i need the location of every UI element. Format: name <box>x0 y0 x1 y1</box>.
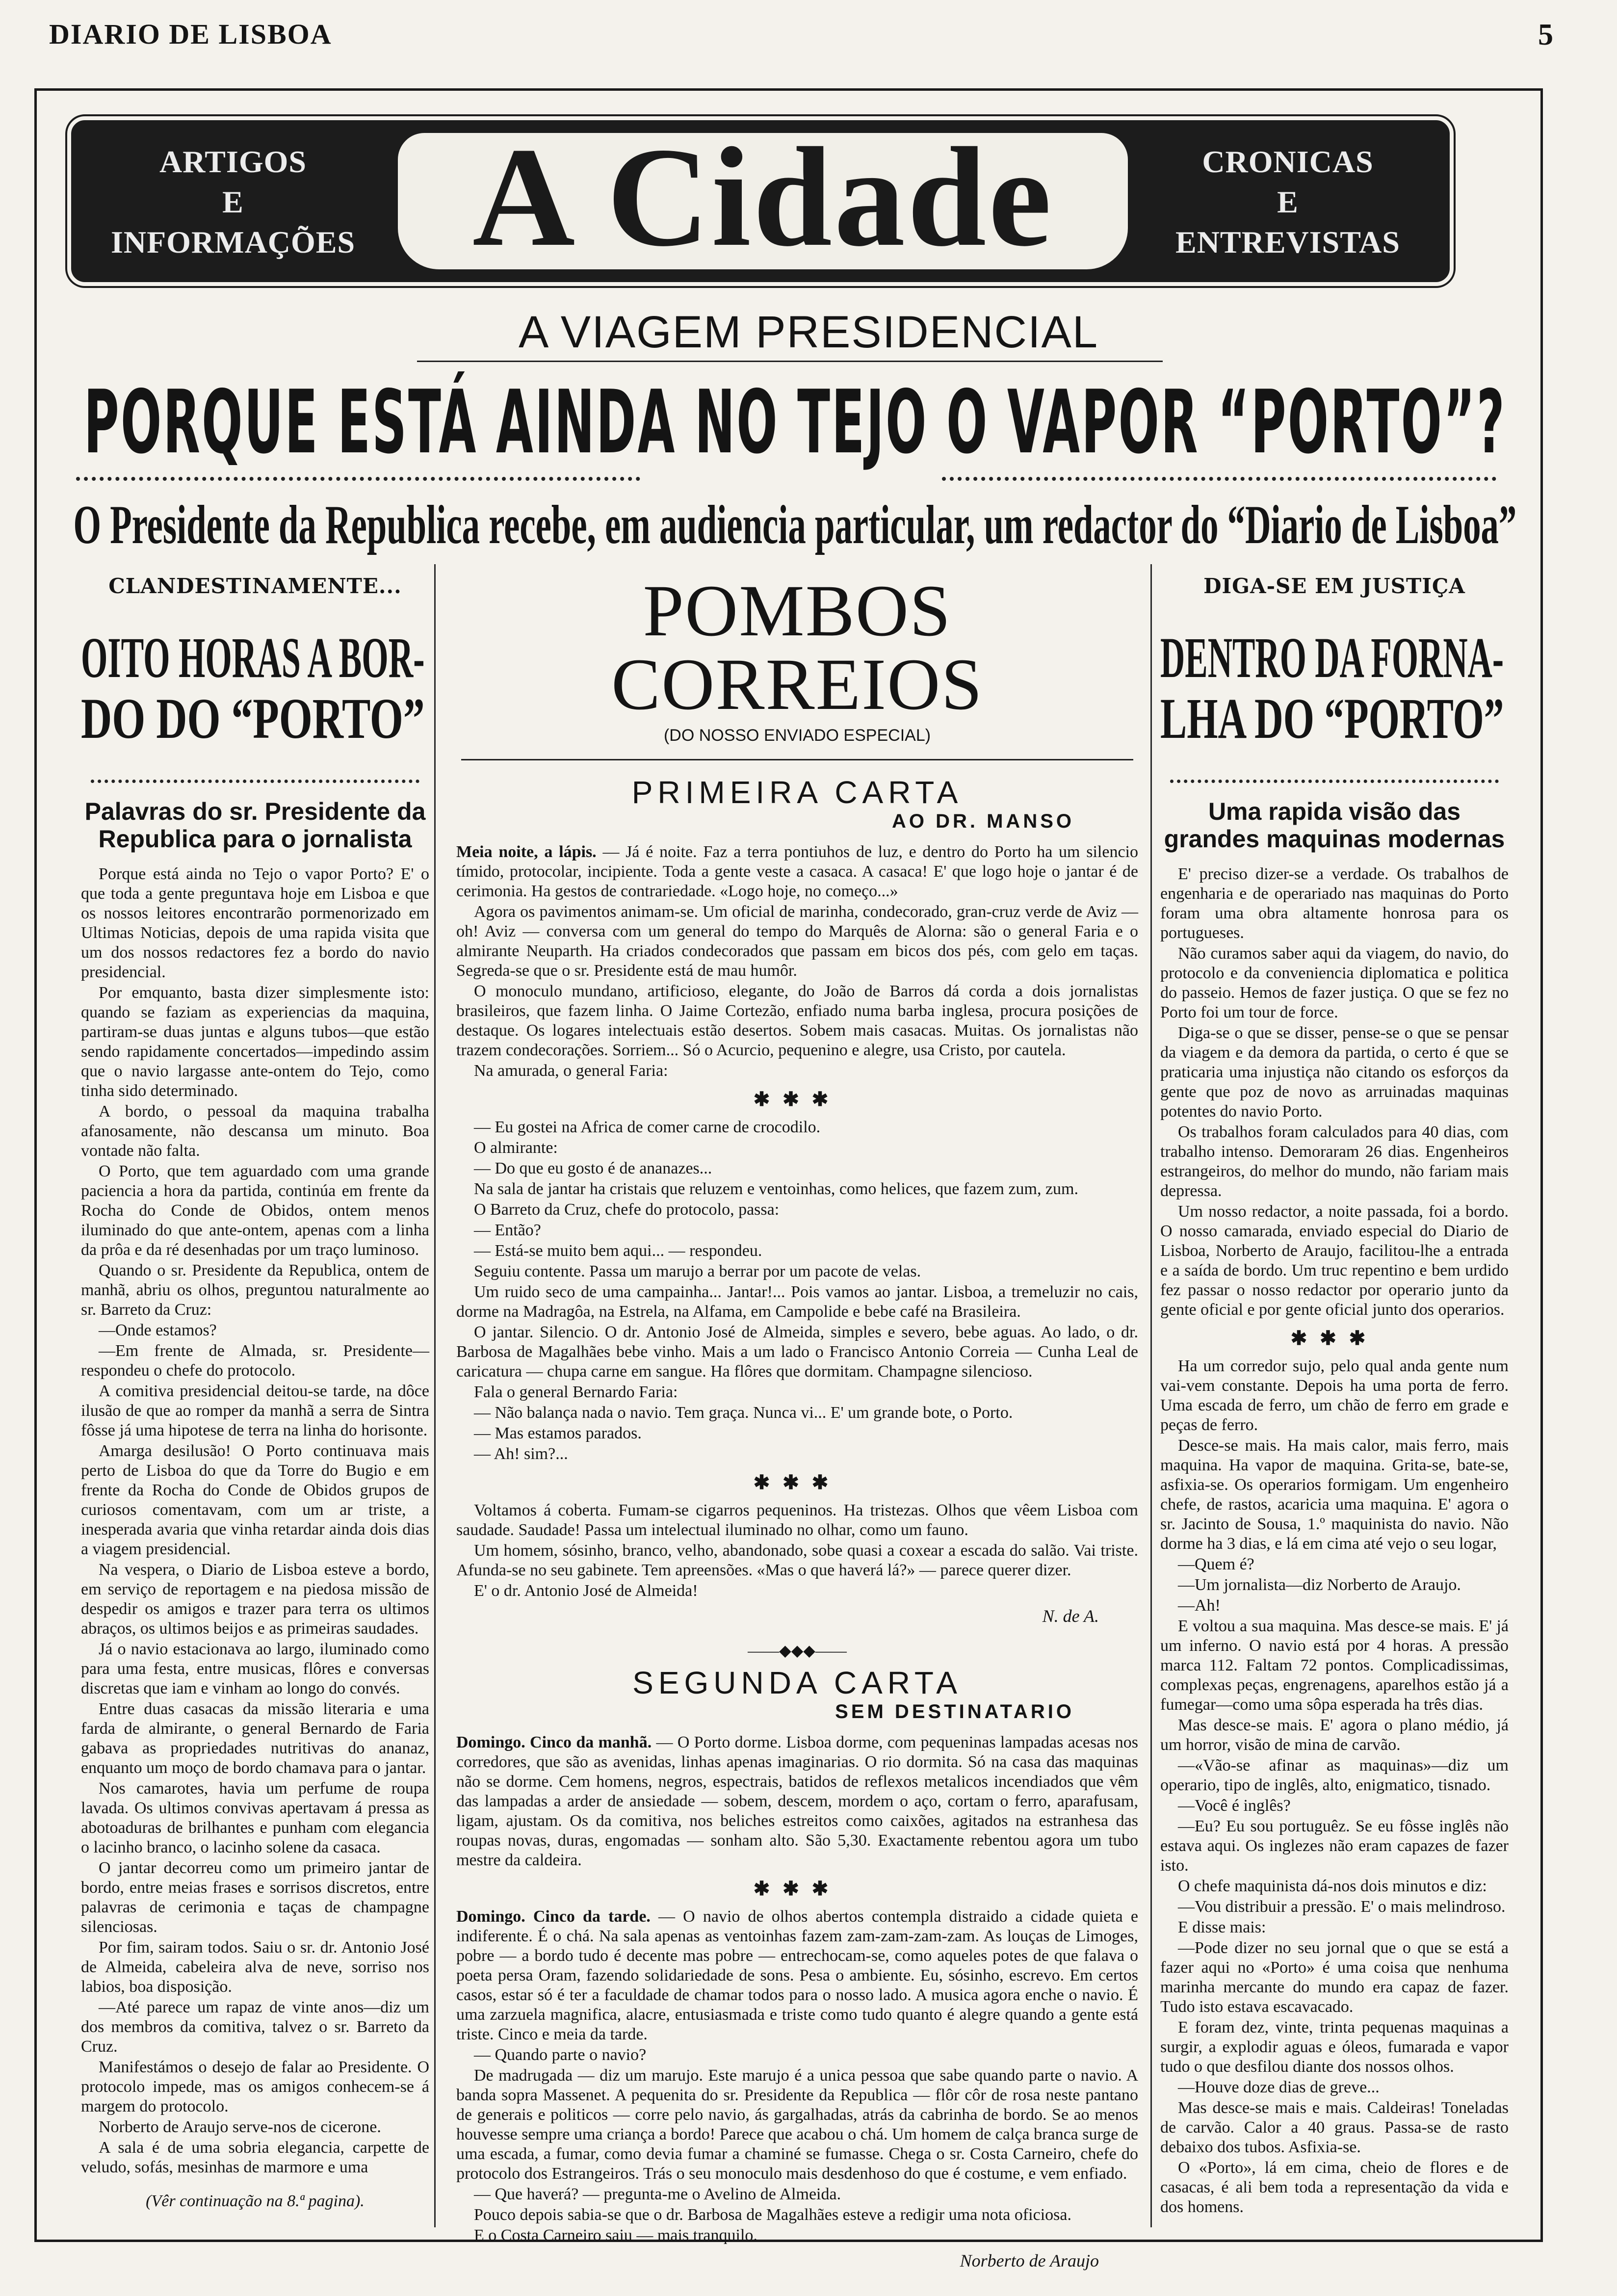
section-stars: ✱✱✱ <box>753 1471 841 1493</box>
paragraph: O Porto, que tem aguardado com uma grande paciencia a hora da partida, continúa em frente da Rocha do Conde de Obidos, ontem menos iluminado do que ante-ontem, apenas com a linha da prôa e da ré desenhadas por um traço luminoso. <box>81 1162 429 1259</box>
paragraph: Amarga desilusão! O Porto continuava mais perto de Lisboa do que da Torre do Bugio e em frente da Rocha do Conde de Obidos grupos de curiosos comentavam, com um ar triste, a inesperada avaria que vinha retardar ainda dois dias a viagem presidencial. <box>81 1442 429 1558</box>
letter-title: SEGUNDA CARTA <box>632 1665 962 1700</box>
column-divider <box>1150 564 1152 2227</box>
kicker-rule <box>417 361 1163 362</box>
letter-body <box>456 1733 1138 1870</box>
paragraph: Manifestámos o desejo de falar ao Presidente. O protocolo impede, mas os amigos conhecem-se á margem do protocolo. <box>81 2058 429 2115</box>
paragraph: Norberto de Araujo serve-nos de cicerone. <box>99 2118 381 2136</box>
page-number: 5 <box>1538 18 1553 52</box>
banner-left-line: ARTIGOS <box>159 144 307 179</box>
main-headline <box>76 373 1513 471</box>
paragraph: Os trabalhos foram calculados para 40 dias, com trabalho intenso. Demoraram 26 dias. Engenheiros estrangeiros, do melhor do mundo, não fariam mais depressa. <box>1160 1123 1509 1200</box>
paragraph: Nos camarotes, havia um perfume de roupa lavada. Os ultimos convivas apertavam á pressa as abotoaduras de brilhantes e punham com elegancia o lacinho branco, o lacinho solene da casaca. <box>81 1779 429 1856</box>
paragraph: E' preciso dizer-se a verdade. Os trabalhos de engenharia e de operariado nas maquinas do Porto foram uma obra altamente honrosa para os portugueses. <box>1160 865 1509 942</box>
paragraph: —Eu? Eu sou portuguêz. Se eu fôsse inglês não estava aqui. Os inglezes não eram capazes de fazer isto. <box>1160 1817 1509 1875</box>
article-label: CLANDESTINAMENTE... <box>108 574 402 598</box>
paragraph: Pouco depois sabia-se que o dr. Barbosa de Magalhães esteve a redigir uma nota oficiosa. <box>474 2206 1071 2224</box>
paragraph: Um nosso redactor, a noite passada, foi a bordo. O nosso camarada, enviado especial do Diario de Lisboa, Norberto de Araujo, facilitou-lhe a entrada e a saída de bordo. Um truc repentino e bem urdido fez passar o nosso redactor por operario junto da gente oficial e por gente oficial junto dos operarios. <box>1160 1202 1509 1319</box>
middle-article <box>456 559 1138 2271</box>
letter-recipient: AO DR. MANSO <box>892 810 1074 832</box>
section-stars: ✱✱✱ <box>753 1878 841 1900</box>
article-body <box>81 864 429 2177</box>
continuation-note: (Vêr continuação na 8.ª pagina). <box>146 2192 365 2210</box>
headline-line: DENTRO DA FORNA- <box>1160 626 1504 690</box>
signature: Norberto de Araujo <box>960 2251 1099 2270</box>
paragraph: — Não balança nada o navio. Tem graça. Nunca vi... E' um grande bote, o Porto. <box>474 1404 1013 1422</box>
paragraph: Quando o sr. Presidente da Republica, ontem de manhã, abriu os olhos, preguntou naturalmente ao sr. Barreto da Cruz: <box>81 1261 429 1319</box>
paragraph: Não curamos saber aqui da viagem, do navio, do protocolo e da conveniencia diplomatica e politica do passeio. Hemos de fazer justiça. O que se fez no Porto foi um tour de force. <box>1160 944 1509 1021</box>
paragraph: O chefe maquinista dá-nos dois minutos e diz: <box>1178 1877 1487 1895</box>
paragraph: O Barreto da Cruz, chefe do protocolo, passa: <box>474 1200 780 1219</box>
article-subheadline: Palavras do sr. Presidente da Republica para o jornalista <box>84 798 426 853</box>
article-body <box>1160 1357 1509 2217</box>
banner-title-box <box>395 118 1131 276</box>
dotted-divider <box>76 477 640 481</box>
paragraph: —Quem é? <box>1178 1555 1254 1573</box>
paragraph: Seguiu contente. Passa um marujo a berrar por um pacote de velas. <box>474 1262 921 1280</box>
paragraph: O jantar decorreu como um primeiro jantar de bordo, entre meias frases e sorrisos discretos, entre palavras de cerimonia e taças de champagne silenciosas. <box>81 1859 429 1936</box>
paragraph: De madrugada — diz um marujo. Este marujo é a unica pessoa que sabe quando parte o navio. A banda sopra Massenet. A pequenita do sr. Presidente da Republica — flôr côr de rosa neste pantano de generais e politicos — corre pelo navio, ás gargalhadas, atrás da cabrinha de bordo. Se ao menos houvesse sempre uma criança a bordo! Parece que acabou o chá. Um homem de calça branca surge de uma escada, a fumar, como devia fumar a chaminé se fumasse. Chega o sr. Costa Carneiro, chefe do protocolo dos Estrangeiros. Trás o seu monoculo mais desdenhoso do que é costume, e vem enfiado. <box>456 2066 1138 2183</box>
headline-line: LHA DO “PORTO” <box>1160 686 1504 751</box>
headline-line: DO DO “PORTO” <box>81 686 425 751</box>
column-divider <box>434 564 436 2227</box>
paragraph: Mas desce-se mais e mais. Caldeiras! Toneladas de carvão. Calor a 40 graus. Passa-se de rasto debaixo dos tubos. Asfixia-se. <box>1160 2099 1509 2156</box>
paragraph: — Já é noite. Faz a terra pontiuhos de luz, e dentro do Porto ha um silencio tímido, protocolar, incipiente. Toda a gente veste a casaca. A casaca! E' que logo hoje o jantar é de cerimonia. Ha gestos de contrariedade. «Logo hoje, no começo...» <box>456 843 1138 900</box>
paragraph: Diga-se o que se disser, pense-se o que se pensar da viagem e da demora da partida, o certo é que se praticaria uma injustiça não citando os esforços da gente que poz de novo as arruinadas maquinas potentes do navio Porto. <box>1160 1024 1509 1121</box>
banner-right-line: ENTREVISTAS <box>1175 225 1400 260</box>
right-article <box>1160 559 1509 2218</box>
paragraph: Um ruido seco de uma campainha... Jantar!... Pois vamos ao jantar. Lisboa, a tremeluzir no cais, dorme na Madragôa, na Estrela, na Alfama, em Campolide e bebe café na Brasileira. <box>456 1283 1138 1321</box>
paragraph: —Um jornalista—diz Norberto de Araujo. <box>1178 1576 1461 1594</box>
section-title: A Cidade <box>472 118 1054 276</box>
article-body <box>1160 864 1509 1320</box>
paragraph: Porque está ainda no Tejo o vapor Porto? E' o que toda a gente preguntava hoje em Lisboa e que os nossos leitores encontrarão pormenorizado em Ultimas Noticias, depois de uma rapida visita que um dos nossos redactores fez a bordo do navio presidencial. <box>81 865 429 981</box>
newspaper-name: DIARIO DE LISBOA <box>49 18 332 50</box>
paragraph: O «Porto», lá em cima, cheio de flores e de casacas, é ali bem toda a representação da vida e dos homens. <box>1160 2159 1509 2216</box>
banner-right-line: CRONICAS <box>1202 144 1374 179</box>
section-banner <box>71 120 1450 282</box>
letter-recipient: SEM DESTINATARIO <box>835 1701 1074 1722</box>
paragraph: — Quando parte o navio? <box>474 2046 647 2064</box>
article-subtitle: (DO NOSSO ENVIADO ESPECIAL) <box>663 726 931 745</box>
paragraph: E' o dr. Antonio José de Almeida! <box>474 1582 698 1600</box>
paragraph: Na vespera, o Diario de Lisboa esteve a bordo, em serviço de reportagem e na piedosa missão de despedir os amigos e trazer para terra os ultimos abraços, os ultimos beijos e as primeiras saudades. <box>81 1561 429 1638</box>
letter-lead: Domingo. Cinco da manhã. <box>456 1733 652 1751</box>
paragraph: —Houve doze dias de greve... <box>1178 2078 1380 2096</box>
paragraph: Por emquanto, basta dizer simplesmente isto: quando se faziam as experiencias da maquina, partiram-se duas juntas e alguns tubos—que estão sendo rapidamente concertados—impedindo assim que o navio largasse ante-ontem do Tejo, como tinha sido determinado. <box>81 984 429 1100</box>
letter-dialogue <box>456 1118 1138 1464</box>
paragraph: —Até parece um rapaz de vinte anos—diz um dos membros da comitiva, talvez o sr. Barreto da Cruz. <box>81 1998 429 2056</box>
banner-left-label <box>96 142 370 269</box>
paragraph: Desce-se mais. Ha mais calor, mais ferro, mais maquina. Ha vapor de maquina. Grita-se, bate-se, asfixia-se. Os operarios formigam. Um engenheiro chefe, de rastos, acaricia uma maquina. E' agora o sr. Jacinto de Sousa, 1.º maquinista do navio. Não dorme ha 3 dias, e lá em cima até vejo o seu logar, <box>1160 1436 1509 1553</box>
subheadline-text: O Presidente da Republica recebe, em audiencia particular, um redactor do “Diario de Lisboa” <box>73 494 1516 555</box>
paragraph: A sala é de uma sobria elegancia, carpette de veludo, sofás, mesinhas de marmore e uma <box>81 2139 429 2176</box>
headline-line: OITO HORAS A BOR- <box>81 626 425 690</box>
letter-body <box>456 1907 1138 2245</box>
paragraph: — Ah! sim?... <box>474 1445 568 1463</box>
banner-left-line: E <box>222 184 244 219</box>
paragraph: —«Vão-se afinar as maquinas»—diz um operario, tipo de inglês, alto, enigmatico, tisnado. <box>1160 1756 1509 1794</box>
left-article <box>81 559 429 2211</box>
article-title: POMBOS CORREIOS <box>611 570 983 725</box>
letter-lead: Meia noite, a lápis. <box>456 843 597 861</box>
paragraph: Agora os pavimentos animam-se. Um oficial de marinha, condecorado, gran-cruz verde de Aviz — oh! Aviz — conversa com um general do tempo do Marquês de Alorna: são o general Faria e o almirante Neuparth. Ha criados condecorados que passam em bicos dos pés, com gelo em taças. Segreda-se que o sr. Presidente está de mau humôr. <box>456 903 1138 980</box>
headline-text: PORQUE ESTÁ AINDA NO TEJO O VAPOR “PORTO”? <box>83 371 1506 473</box>
letter-body <box>456 1501 1138 1601</box>
letter-body <box>456 842 1138 1081</box>
paragraph: E voltou a sua maquina. Mas desce-se mais. E' já um inferno. O navio está por 4 horas. A pressão marca 112. Faltam 72 pontos. Complicadissimas, complexas peças, engrenagens, aparelhos estão já a fumegar—como uma sôpa esperada ha três dias. <box>1160 1617 1509 1714</box>
paragraph: Mas desce-se mais. E' agora o plano médio, já um horror, visão de mina de carvão. <box>1160 1716 1509 1754</box>
paragraph: —Ah! <box>1178 1596 1221 1615</box>
article-headline <box>81 627 429 760</box>
paragraph: Na amurada, o general Faria: <box>474 1062 668 1080</box>
letter-lead: Domingo. Cinco da tarde. <box>456 1907 651 1926</box>
banner-left-line: INFORMAÇÕES <box>110 225 356 260</box>
kicker: A VIAGEM PRESIDENCIAL <box>518 307 1099 357</box>
paragraph: Por fim, sairam todos. Saiu o sr. dr. Antonio José de Almeida, cabeleira alva de neve, sorriso nos labios, boa disposição. <box>81 1938 429 1996</box>
paragraph: Na sala de jantar ha cristais que reluzem e ventoinhas, como helices, que fazem zum, zum. <box>474 1180 1079 1198</box>
banner-right-line: E <box>1277 184 1299 219</box>
paragraph: — Que haverá? — pregunta-me o Avelino de Almeida. <box>474 2185 841 2203</box>
paragraph: E disse mais: <box>1178 1918 1266 1936</box>
paragraph: E o Costa Carneiro saiu — mais tranquilo. <box>474 2226 757 2244</box>
paragraph: —Vou distribuir a pressão. E' o mais melindroso. <box>1178 1898 1506 1916</box>
article-subheadline: Uma rapida visão das grandes maquinas modernas <box>1164 798 1505 853</box>
letter-title: PRIMEIRA CARTA <box>631 775 963 810</box>
article-headline <box>1160 627 1509 760</box>
signature: N. de A. <box>1042 1606 1099 1626</box>
dotted-divider <box>942 477 1496 481</box>
dotted-divider <box>91 780 419 783</box>
paragraph: — Do que eu gosto é de ananazes... <box>474 1159 712 1177</box>
paragraph: O monoculo mundano, artificioso, elegante, do João de Barros dá corda a dois jornalistas brasileiros, que fazem linha. O Jaime Cortezão, enfiado numa barba inglesa, procura posições de destaque. Os logares intelectuais estão desertos. Sobem mais casacas. Muitas. Os jornalistas não trazem condecorações. Sorriem... Só o Acurcio, pequenino e alegre, usa Cristo, por cautela. <box>456 982 1138 1059</box>
paragraph: —Você é inglês? <box>1178 1797 1291 1815</box>
paragraph: — O Porto dorme. Lisboa dorme, com pequeninas lampadas acesas nos corredores, que são as avenidas, linhas apenas imaginarias. O rio dormita. Só na casa das maquinas não se dorme. Cem homens, negros, espectrais, batidos de reflexos metalicos incendiados que vêm das lampadas a arder de ansiedade — sobem, descem, mordem o aço, cortam o ferro, aparafusam, ligam, ajustam. Os da comitiva, nos beliches estreitos como caixões, agitados na estranhesa das roupas novas, duras, engomadas — sonham alto. São 5,30. Exactamente rebentou agora um tubo mestre da caldeira. <box>456 1733 1139 1869</box>
page-header <box>49 18 1568 53</box>
paragraph: Entre duas casacas da missão literaria e uma farda de almirante, o general Bernardo de Faria gabava as propriedades nutritivas do ananaz, enquanto um moço de bordo chamava para o jantar. <box>81 1700 429 1777</box>
paragraph: — O navio de olhos abertos contempla distraido a cidade quieta e indiferente. É o chá. Na sala apenas as ventoinhas fazem zam-zam-zam-zam. As louças de Limoges, pobre — a bordo tudo é decente mas pobre — entrechocam-se, como aqueles potes de que falava o poeta persa Oram, fazendo solidariedade de sons. Pesa o ambiente. Eu, sósinho, escrevo. Em certos casos, estar só é ter a faculdade de chamar todos para o nosso lado. A musica agora enche o navio. É uma zarzuela magnifica, alacre, entusiasmada e triste como tudo quanto é alegre quando a gente está triste. Cinco e meia da tarde. <box>456 1907 1138 2043</box>
paragraph: — Mas estamos parados. <box>474 1424 642 1442</box>
paragraph: O jantar. Silencio. O dr. Antonio José de Almeida, simples e severo, bebe aguas. Ao lado, o dr. Barbosa de Magalhães bebe vinho. Mais a um lado o Francisco Antonio Correia — Cunha Leal de caricatura — chupa carne em sangue. Ha flôres que dormitam. Champagne silencioso. <box>456 1323 1138 1381</box>
paragraph: E foram dez, vinte, trinta pequenas maquinas a surgir, a explodir aguas e óleos, fumarada e vapor tudo o que desfilou diante dos nossos olhos. <box>1160 2018 1509 2076</box>
paragraph: —Pode dizer no seu jornal que o que se está a fazer aqui no «Porto» é uma coisa que nenhuma marinha mercante do mundo era capaz de fazer. Tudo isto estava escavacado. <box>1160 1939 1509 2016</box>
article-label: DIGA-SE EM JUSTIÇA <box>1203 574 1465 598</box>
paragraph: Fala o general Bernardo Faria: <box>474 1383 678 1401</box>
paragraph: Um homem, sósinho, branco, velho, abandonado, sobe quasi a coxear a escada do salão. Vai triste. Afunda-se no seu gabinete. Tem apreensões. «Mas o que haverá lá?» — parece querer dizer. <box>456 1541 1138 1579</box>
paragraph: —Em frente de Almada, sr. Presidente—respondeu o chefe do protocolo. <box>81 1342 429 1380</box>
section-stars: ✱✱✱ <box>753 1088 841 1110</box>
paragraph: Ha um corredor sujo, pelo qual anda gente num vai-vem constante. Depois ha uma porta de ferro. Uma escada de ferro, um chão de ferro em grade e peças de ferro. <box>1160 1357 1509 1434</box>
ornament-divider: ——◆◆◆—— <box>748 1642 847 1659</box>
section-stars: ✱✱✱ <box>1290 1327 1379 1349</box>
paragraph: —Onde estamos? <box>99 1321 217 1339</box>
paragraph: A bordo, o pessoal da maquina trabalha afanosamente, não descansa um minuto. Boa vontade não falta. <box>81 1102 429 1160</box>
dotted-divider <box>1170 780 1499 783</box>
paragraph: — Eu gostei na Africa de comer carne de crocodilo. <box>474 1118 821 1136</box>
paragraph: A comitiva presidencial deitou-se tarde, na dôce ilusão de que ao romper da manhã a serra de Sintra fôsse já uma hipotese de terra na linha do horisonte. <box>81 1382 429 1439</box>
subheadline <box>69 491 1521 559</box>
paragraph: — Então? <box>474 1221 541 1239</box>
paragraph: Voltamos á coberta. Fumam-se cigarros pequeninos. Ha tristezas. Olhos que vêem Lisboa com saudade. Saudade! Passa um intelectual iluminado no olhar, como um fauno. <box>456 1501 1138 1539</box>
paragraph: — Está-se muito bem aqui... — respondeu. <box>474 1242 762 1260</box>
banner-right-label <box>1150 142 1425 269</box>
paragraph: Já o navio estacionava ao largo, iluminado como para uma festa, entre musicas, flôres e conversas discretas que iam e vinham ao longo do convés. <box>81 1640 429 1697</box>
paragraph: O almirante: <box>474 1139 558 1157</box>
divider <box>461 759 1133 760</box>
